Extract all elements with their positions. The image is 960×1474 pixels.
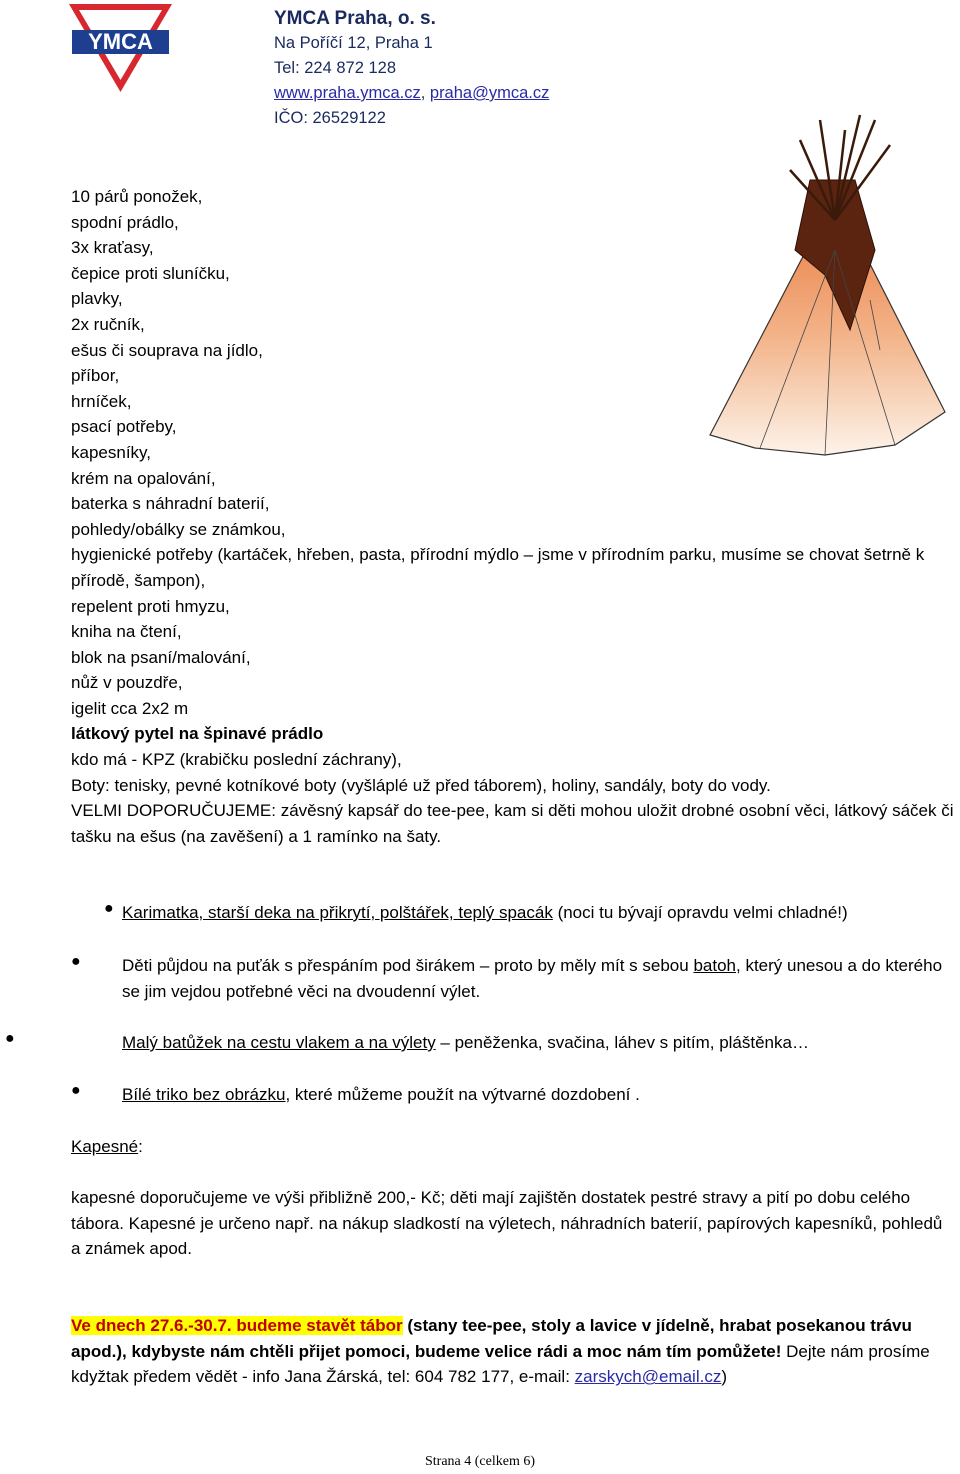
org-contacts: www.praha.ymca.cz, praha@ymca.cz (274, 84, 550, 102)
list-item-laundry-bag: látkový pytel na špinavé prádlo (71, 724, 324, 744)
list-item: nůž v pouzdře, (71, 673, 183, 693)
list-item: spodní prádlo, (71, 212, 179, 232)
bullet-dot: ● (71, 1082, 81, 1099)
recommend-note: VELMI DOPORUČUJEME: závěsný kapsář do tee-pee, kam si děti mohou uložit drobné osobní věci, látkový sáček či tašku na ešus (na zavěšení) a 1 ramínko na šaty. (71, 801, 954, 846)
list-item: čepice proti sluníčku, (71, 263, 230, 283)
list-item: příbor, (71, 366, 120, 386)
org-ico: IČO: 26529122 (274, 109, 386, 127)
list-item: repelent proti hmyzu, (71, 596, 230, 616)
web-link[interactable]: www.praha.ymca.cz (274, 84, 421, 102)
bullet-small-backpack: Malý batůžek na cestu vlakem a na výlety – peněženka, svačina, láhev s pitím, pláštěnka… (122, 1033, 809, 1052)
list-item: kniha na čtení, (71, 622, 182, 642)
packing-list (71, 184, 960, 849)
list-item: psací potřeby, (71, 417, 177, 437)
list-item: hrníček, (71, 391, 132, 411)
list-item-kpz: kdo má - KPZ (krabičku poslední záchrany), (71, 750, 402, 770)
org-address: Na Poříčí 12, Praha 1 (274, 34, 433, 52)
org-name: YMCA Praha, o. s. (274, 8, 436, 29)
bullet-sleeping-gear: Karimatka, starší deka na přikrytí, polštářek, teplý spacák (noci tu bývají opravdu velmi chladné!) (122, 903, 848, 922)
list-item: 10 párů ponožek, (71, 187, 203, 206)
bullet-dot: ● (104, 900, 114, 917)
page-footer: Strana 4 (celkem 6) (424, 1454, 535, 1469)
list-item: igelit cca 2x2 m (71, 698, 189, 718)
contact-email-link[interactable]: zarskych@email.cz (574, 1367, 722, 1387)
list-item: krém na opalování, (71, 468, 216, 488)
list-item: kapesníky, (71, 442, 152, 462)
list-item: 3x kraťasy, (71, 238, 154, 258)
list-item-hygiene: hygienické potřeby (kartáček, hřeben, pasta, přírodní mýdlo – jsme v přírodním parku, musíme se chovat šetrně k přírodě, šampon), (71, 545, 925, 590)
org-header (274, 6, 549, 131)
bullet-dot: ● (5, 1030, 15, 1047)
pocket-money-heading: Kapesné: (71, 1137, 143, 1156)
org-phone: Tel: 224 872 128 (274, 59, 397, 77)
bullet-white-tshirt: Bílé triko bez obrázku, které můžeme použít na výtvarné dozdobení . (122, 1085, 640, 1104)
ymca-logo (69, 4, 172, 92)
list-item: ešus či souprava na jídlo, (71, 340, 263, 360)
list-item: baterka s náhradní baterií, (71, 494, 270, 514)
bullet-backpack: Děti půjdou na puťák s přespáním pod širákem – proto by měly mít s sebou batoh, který unesou a do kterého se jim vejdou potřebné věci na dvoudenní výlet. (122, 956, 943, 1001)
email-link[interactable]: praha@ymca.cz (429, 84, 550, 102)
pocket-money-text: kapesné doporučujeme ve výši přibližně 200,- Kč; děti mají zajištěn dostatek pestré stravy a pití po dobu celého tábora. Kapesné je určeno např. na nákup sladkostí na výletech, náhradních baterií, papírových kapesníků, pohledů a známek apod. (71, 1188, 943, 1259)
bullet-dot: ● (71, 953, 81, 970)
logo-text: YMCA (88, 29, 153, 54)
list-item-boots: Boty: tenisky, pevné kotníkové boty (vyšláplé už před táborem), holiny, sandály, boty do vody. (71, 775, 771, 795)
list-item: pohledy/obálky se známkou, (71, 519, 286, 539)
list-item: blok na psaní/malování, (71, 647, 251, 667)
list-item: 2x ručník, (71, 314, 145, 334)
list-item: plavky, (71, 289, 123, 309)
build-notice: Ve dnech 27.6.-30.7. budeme stavět tábor (stany tee-pee, stoly a lavice v jídelně, hrabat posekanou trávu apod.), kdybyste nám chtěli přijet pomoci, budeme velice rádi a moc nám tím pomůžete! Dejte nám prosíme kdyžtak předem vědět - info Jana Žárská, tel: 604 782 177, e-mail: zarskych@email.cz) (71, 1316, 930, 1387)
